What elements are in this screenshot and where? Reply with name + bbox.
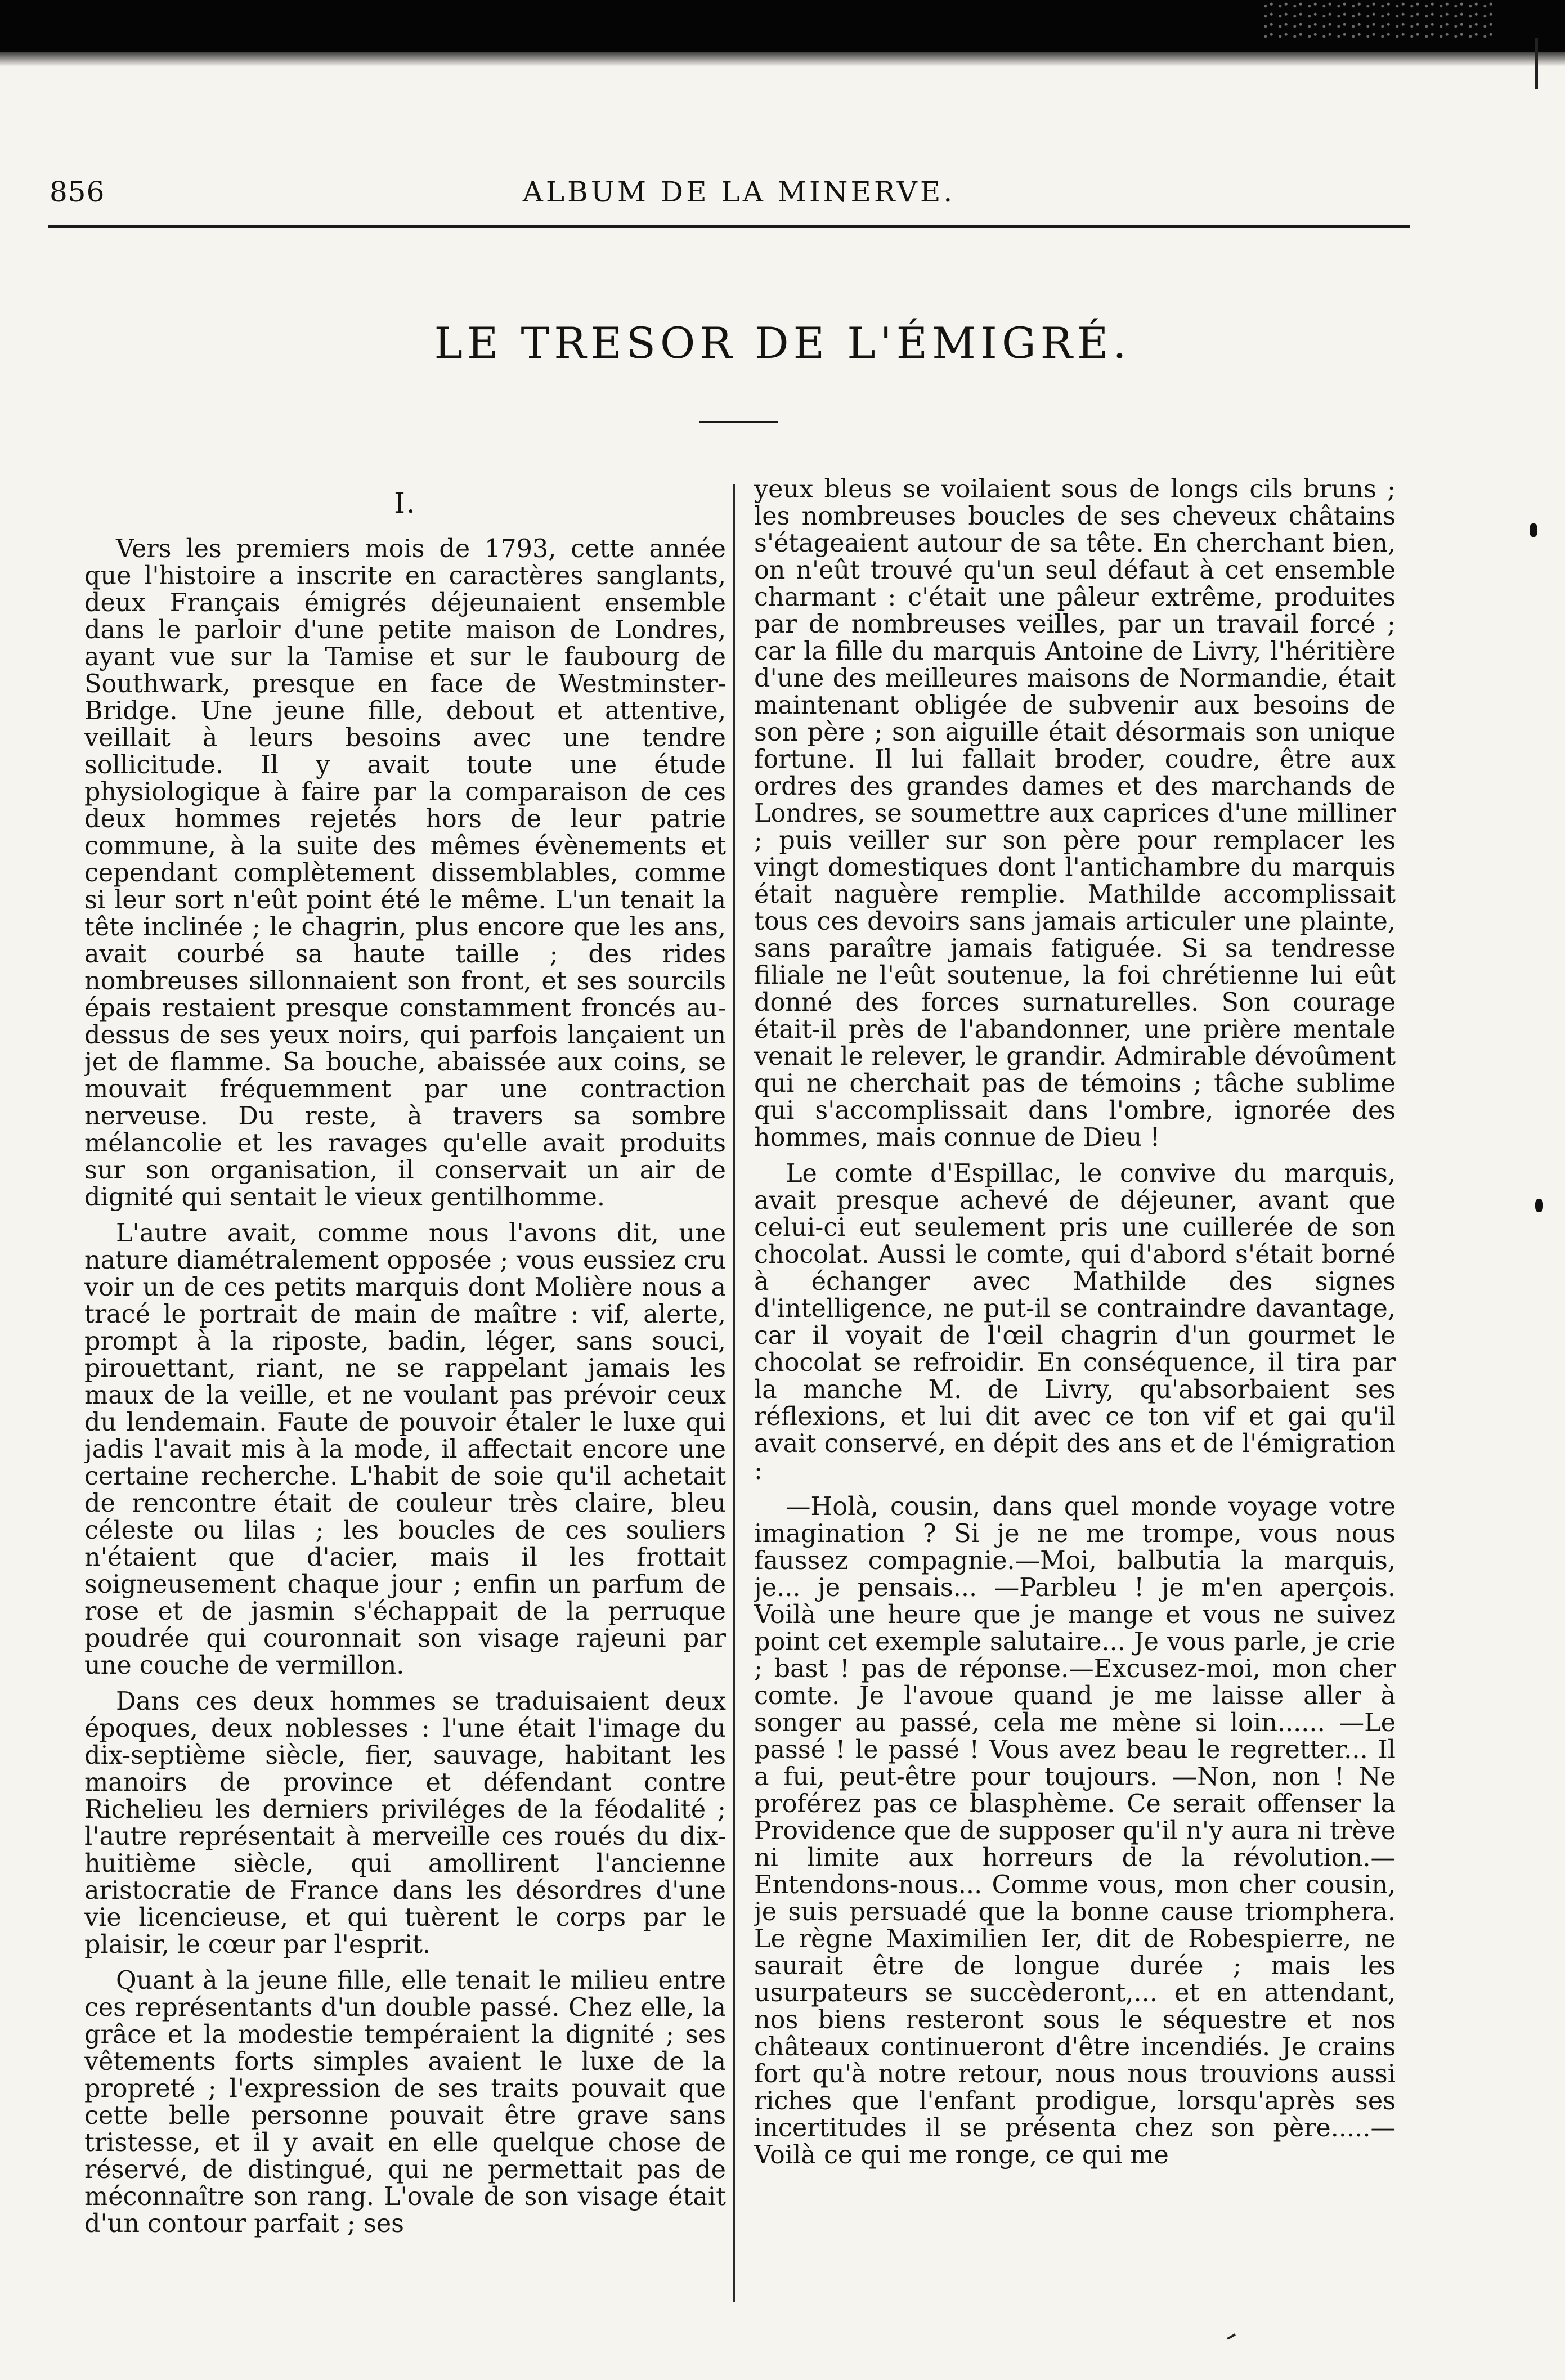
paragraph: Vers les premiers mois de 1793, cette année que l'histoire a inscrite en caractères sanglants, deux Français émigrés déjeunaient ensemble dans le parloir d'une petite maison de Londres, ayant vue sur la Tamise et sur le faubourg de Southwark, presque en face de Westminster-Bridge. Une jeune fille, debout et attentive, veillait à leurs besoins avec une tendre sollicitude. Il y avait toute une étude physiologique à faire par la comparaison de ces deux hommes rejetés hors de leur patrie commune, à la suite des mêmes évènements et cependant complètement dissemblables, comme si leur sort n'eût point été le même. L'un tenait la tête inclinée ; le chagrin, plus encore que les ans, avait courbé sa haute taille ; des rides nombreuses sillonnaient son front, et ses sourcils épais restaient presque constamment froncés au-dessus de ses yeux noirs, qui parfois lançaient un jet de flamme. Sa bouche, abaissée aux coins, se mouvait fréquemment par une contraction nerveuse. Du reste, à travers sa sombre mélancolie et les ravages qu'elle avait produits sur son organisation, il conservait un air de dignité qui sentait le vieux gentilhomme. [84,535,726,1212]
header-rule [48,225,1410,228]
paragraph: Dans ces deux hommes se traduisaient deux époques, deux noblesses : l'une était l'image du dix-septième siècle, fier, sauvage, habitant les manoirs de province et défendant contre Richelieu les derniers priviléges de la féodalité ; l'autre représentait à merveille ces roués du dix-huitième siècle, qui amollirent l'ancienne aristocratie de France dans les désordres d'une vie licencieuse, et qui tuèrent le corps par le plaisir, le cœur par l'esprit. [84,1687,726,1959]
scan-mark [1227,2333,1236,2339]
paragraph: Le comte d'Espillac, le convive du marquis, avait presque achevé de déjeuner, avant que celui-ci eut seulement pris une cuillerée de son chocolat. Aussi le comte, qui d'abord s'était borné à échanger avec Mathilde des signes d'intelligence, ne put-il se contraindre davantage, car il voyait de l'œil chagrin d'un gourmet le chocolat se refroidir. En conséquence, il tira par la manche M. de Livry, qu'absorbaient ses réflexions, et lui dit avec ce ton vif et gai qu'il avait conservé, en dépit des ans et de l'émigration : [754,1159,1396,1485]
column-divider [733,484,735,2302]
paragraph: Quant à la jeune fille, elle tenait le milieu entre ces représentants d'un double passé. Chez elle, la grâce et la modestie tempéraient la dignité ; ses vêtements forts simples avaient le luxe de la propreté ; l'expression de ses traits pouvait que cette belle personne pouvait être grave sans tristesse, et il y avait en elle quelque chose de réservé, de distingué, qui ne permettait pas de méconnaître son rang. L'ovale de son visage était d'un contour parfait ; ses [84,1966,726,2238]
title-rule [699,421,778,423]
section-numeral: I. [394,487,416,519]
paragraph: L'autre avait, comme nous l'avons dit, une nature diamétralement opposée ; vous eussiez cru voir un de ces petits marquis dont Molière nous a tracé le portrait de main de maître : vif, alerte, prompt à la riposte, badin, léger, sans souci, pirouettant, riant, ne se rappelant jamais les maux de la veille, et ne voulant pas prévoir ceux du lendemain. Faute de pouvoir étaler le luxe qui jadis l'avait mis à la mode, il affectait encore une certaine recherche. L'habit de soie qu'il achetait de rencontre était de couleur très claire, bleu céleste ou lilas ; les boucles de ces souliers n'étaient que d'acier, mais il les frottait soigneusement chaque jour ; enfin un parfum de rose et de jasmin s'échappait de la perruque poudrée qui couronnait son visage rajeuni par une couche de vermillon. [84,1219,726,1680]
left-column [84,473,726,2319]
scan-speckle [1261,0,1497,39]
paragraph-continued: yeux bleus se voilaient sous de longs cils bruns ; les nombreuses boucles de ses cheveux châtains s'étageaient autour de sa tête. En cherchant bien, on n'eût trouvé qu'un seul défaut à cet ensemble charmant : c'était une pâleur extrême, produites par de nombreuses veilles, par un travail forcé ; car la fille du marquis Antoine de Livry, l'héritière d'une des meilleures maisons de Normandie, était maintenant obligée de subvenir aux besoins de son père ; son aiguille était désormais son unique fortune. Il lui fallait broder, coudre, être aux ordres des grandes dames et des marchands de Londres, se soumettre aux caprices d'une milliner ; puis veiller sur son père pour remplacer les vingt domestiques dont l'antichambre du marquis était naguère remplie. Mathilde accomplissait tous ces devoirs sans jamais articuler une plainte, sans paraître jamais fatiguée. Si sa tendresse filiale ne l'eût soutenue, la foi chrétienne lui eût donné des forces surnaturelles. Son courage était-il près de l'abandonner, une prière mentale venait le relever, le grandir. Admirable dévoûment qui ne cherchait pas de témoins ; tâche sublime qui s'accomplissait dans l'ombre, ignorée des hommes, mais connue de Dieu ! [754,476,1396,1152]
scan-edge-mark [1535,38,1538,89]
paragraph: —Holà, cousin, dans quel monde voyage votre imagination ? Si je ne me trompe, vous nous faussez compagnie.—Moi, balbutia la marquis, je... je pensais... —Parbleu ! je m'en aperçois. Voilà une heure que je mange et vous ne suivez point cet exemple salutaire... Je vous parle, je crie ; bast ! pas de réponse.—Excusez-moi, mon cher comte. Je l'avoue quand je me laisse aller à songer au passé, cela me mène si loin...... —Le passé ! le passé ! Vous avez beau le regretter... Il a fui, peut-être pour toujours. —Non, non ! Ne proférez pas ce blasphème. Ce serait offenser la Providence que de supposer qu'il n'y aura ni trève ni limite aux horreurs de la révolution.—Entendons-nous... Comme vous, mon cher cousin, je suis persuadé que la bonne cause triomphera. Le règne Maximilien Ier, dit de Robespierre, ne saurait être de longue durée ; mais les usurpateurs se succèderont,... et en attendant, nos biens resteront sous le séquestre et nos châteaux continueront d'être incendiés. Je crains fort qu'à notre retour, nous nous trouvions aussi riches que l'enfant prodigue, lorsqu'après ses incertitudes il se présenta chez son père.....—Voilà ce qui me ronge, ce qui me [754,1492,1396,2170]
running-title: ALBUM DE LA MINERVE. [522,176,956,208]
right-column [754,476,1396,2322]
running-header [50,176,1428,221]
margin-ink-spot [1530,523,1537,537]
article-title: LE TRESOR DE L'ÉMIGRÉ. [434,318,1131,368]
scan-top-shadow [0,52,1565,66]
page-number: 856 [50,176,105,208]
margin-ink-spot [1535,1199,1543,1212]
